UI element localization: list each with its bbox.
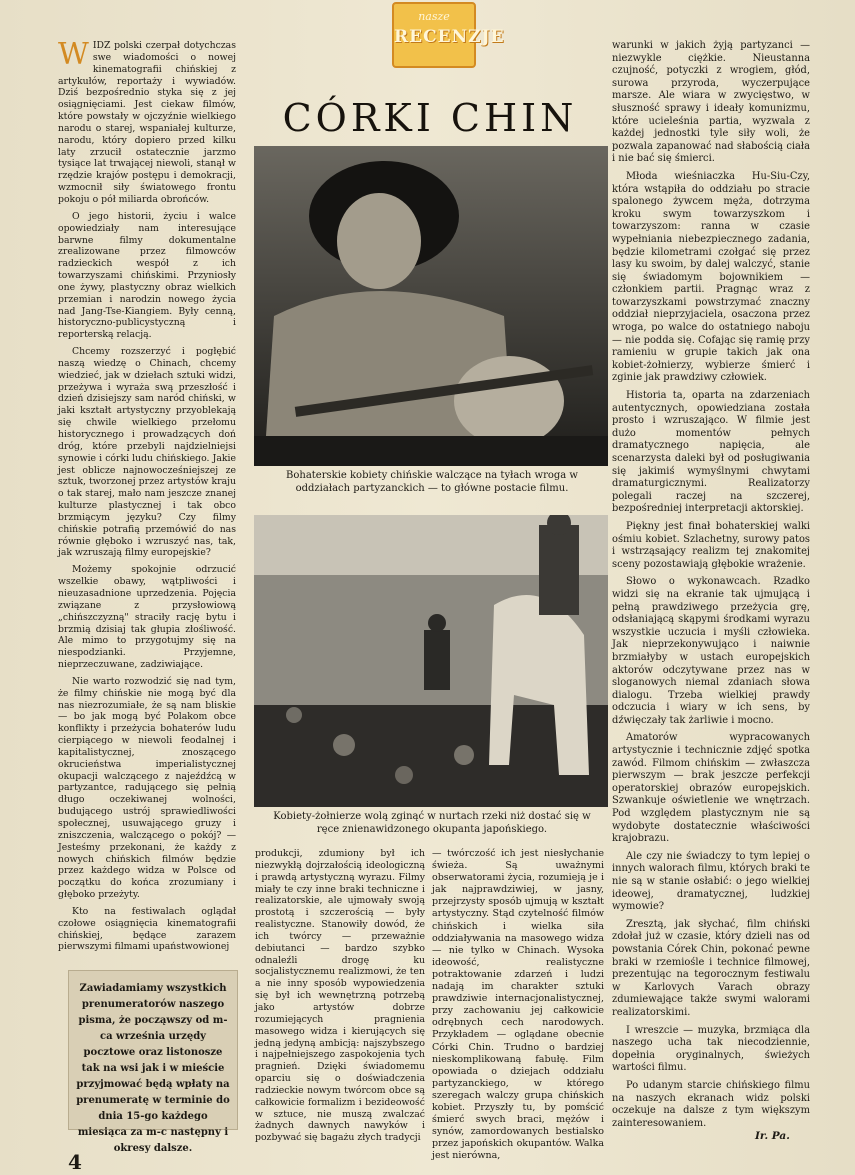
paragraph: Nie warto rozwodzić się nad tym, że filmy chińskie nie mogą być dla nas niezrozumiałe, że są nam bliskie — bo jak mogą być Polakom obce konflikty i przeżycia bohaterów ludu cierpiącego w niewoli feodalnej i kapitalistycznej, znoszącego okrucieństwa imperialistycznej okupacji walczącego z najeźdźcą w partyzantce, radującego się pełnią długo oczekiwanej wolności, budującego ustrój sprawiedliwości społecznej, usuwającego gruzy i zniszczenia, walczącego o pokój? — Jesteśmy przekonani, że każdy z nowych chińskich filmów będzie przez każdego widza w Polsce od początku do końca zrozumiany i głęboko przeżyty.: [58, 675, 236, 901]
column-right: [612, 40, 810, 1135]
photo-women-soldiers: [254, 146, 608, 466]
photo-caption-1: Bohaterskie kobiety chińskie walczące na tyłach wroga w oddziałach partyzanckich — to główne postacie filmu.: [286, 470, 578, 494]
paragraph: I wreszcie — muzyka, brzmiąca dla naszego ucha tak niecodziennie, dopełnia oryginalnych, świeżych wartości filmu.: [612, 1024, 810, 1074]
photo-caption-2: Kobiety-żołnierze wolą zginąć w nurtach rzeki niż dostać się w ręce znienawidzonego okupanta japońskiego.: [273, 811, 591, 835]
paragraph: Amatorów wypracowanych artystycznie i technicznie zdjęć spotka zawód. Filmom chińskim — zwłaszcza pierwszym — brak jeszcze perfekcji operatorskiej obrazów europejskich. Szwankuje oświetlenie we wnętrzach. Pod względem plastycznym nie są wydobyte dostatecznie właściwości krajobrazu.: [612, 732, 810, 845]
paragraph: Zresztą, jak słychać, film chiński zdołał już w czasie, który dzieli nas od powstania Córek Chin, pokonać pewne braki w rzemiośle i technice filmowej, prezentując na tegorocznym festiwalu w Karlovych Varach obrazy zdumiewające także swymi walorami realizatorskimi.: [612, 918, 810, 1018]
paragraph: — twórczość ich jest niesłychanie świeża. Są uważnymi obserwatorami życia, rozumieją je i jak najprawdziwiej, w jasny, przejrzysty sposób ujmują w kształt artystyczny. Stąd czytelność filmów chińskich i wielka siła oddziaływania na masowego widza — nie tylko w Chinach. Wysoka ideowość, realistyczne potraktowanie zdarzeń i ludzi nadają im charakter sztuki prawdziwie internacjonalistycznej, przy zachowaniu jej całkowicie odrębnych cech narodowych. Przykładem — oglądane obecnie Córki Chin. Trudno o bardziej nieskomplikowaną fabułę. Film opowiada o dziejach oddziału partyzanckiego, w którego szeregach walczy grupa chińskich kobiet. Przyszły tu, by pomścić śmierć swych braci, mężów i synów, zamordowanych bestialsko przez japońskich okupantów. Walka jest nierówna,: [432, 848, 604, 1162]
paragraph: Chcemy rozszerzyć i pogłębić naszą wiedzę o Chinach, chcemy wiedzieć, jak w dziełach sztuki widzi, przeżywa i wyraża swą przeszłość i dzień dzisiejszy sam naród chiński, w jaki kształt artystyczny przyoblekają się chwile wielkiego przełomu historycznego i prowadzących doń dróg, które przebyli najdzielniejsi synowie i córki ludu chińskiego. Jakie jest oblicze najnowocześniejszej ze sztuk, tworzonej przez artystów kraju o tak starej, mało nam jeszcze znanej kulturze plastycznej i tak obco brzmiącym języku? Czy filmy chińskie potrafią przemówić do nas równie głęboko i wzruszyć nas, tak, jak wzruszają filmy europejskie?: [58, 346, 236, 559]
paragraph: Młoda wieśniaczka Hu-Siu-Czy, która wstąpiła do oddziału po stracie spalonego żywcem męża, dotrzyma kroku swym towarzyszkom i towarzyszom: ranna w czasie wypełniania niebezpiecznego zadania, będzie kilometrami czołgać się przez lasy ku swoim, by dalej walczyć, stanie się świadomym bojownikiem — członkiem partii. Pragnąc wraz z towarzyszkami powstrzymać znaczny oddział nieprzyjaciela, osaczona przez wroga, po walce do ostatniego naboju — nie podda się. Cofając się ramię przy ramieniu w grupie takich jak ona kobiet-żołnierzy, wybierze śmierć i zginie jak prawdziwy człowiek.: [612, 170, 810, 384]
paragraph: Kto na festiwalach oglądał czołowe osiągnięcia kinematografii chińskiej, będące zarazem pierwszymi filmami upaństwowionej: [58, 905, 236, 953]
page-number: 4: [68, 1150, 82, 1174]
column-center-right: [432, 848, 604, 1167]
photo-image: [254, 515, 608, 807]
photo-river-scene: [254, 515, 608, 807]
paragraph: O jego historii, życiu i walce opowiedziały nam interesujące barwne filmy dokumentalne zrealizowane przez filmowców radzieckich wespół z ich towarzyszami chińskimi. Przyniosły one żywy, plastyczny obraz wielkich przemian i narodzin nowego życia nad Jang-Tse-Kiangiem. Były cenną, historyczno-publicystyczną i reporterską relacją.: [58, 210, 236, 341]
paragraph: Po udanym starcie chińskiego filmu na naszych ekranach widz polski oczekuje na dalsze z tym większym zainteresowaniem.: [612, 1079, 810, 1129]
column-center-left: [255, 848, 425, 1149]
photo-image: [254, 146, 608, 466]
paragraph: Ale czy nie świadczy to tym lepiej o innych walorach filmu, których braki te nie są w stanie osłabić: o jego wielkiej ideowej, dramatycznej, ludzkiej wymowie?: [612, 850, 810, 913]
paragraph: Piękny jest finał bohaterskiej walki ośmiu kobiet. Szlachetny, surowy patos i wstrząsający realizm tej znakomitej sceny pozostawiają głębokie wrażenie.: [612, 520, 810, 570]
paragraph: Słowo o wykonawcach. Rzadko widzi się na ekranie tak ujmującą i pełną prawdziwego przeżycia grę, odsłaniającą skąpymi środkami wyrazu wszystkie uczucia i myśli człowieka. Jak nieprzekonywująco i naiwnie brzmiałyby w ustach europejskich aktorów odczytywane przez nas w sloganowych niemal zdaniach słowa dialogu. Trzeba wielkiej prawdy odczucia i wiary w ich sens, by dźwięczały tak żarliwie i mocno.: [612, 576, 810, 726]
paragraph: warunki w jakich żyją partyzanci — niezwykle ciężkie. Nieustanna czujność, potyczki z wrogiem, głód, surowa przyroda, wyczerpujące marsze. Ale wiara w zwycięstwo, w słuszność sprawy i ideały komunizmu, które ucieleśnia partia, wyzwala z każdej jednostki tyle siły woli, że pozwala zapanować nad słabością ciała i nie bać się śmierci.: [612, 40, 810, 165]
masthead-line1: nasze: [418, 10, 450, 23]
subscription-notice: Zawiadamiamy wszystkich prenumeratorów naszego pisma, że począwszy od m-ca września urzędy pocztowe oraz listonosze tak na wsi jak i w mieście przyjmować będą wpłaty na prenumeratę w terminie do dnia 15-go każdego miesiąca za m-c następny i okresy dalsze.: [68, 970, 238, 1130]
author-signature: Ir. Pa.: [755, 1130, 790, 1142]
article-title: CÓRKI CHIN: [282, 96, 578, 140]
section-masthead: [392, 2, 505, 68]
column-left: [58, 37, 236, 958]
masthead-line2: RECENZJE: [394, 27, 505, 47]
paragraph: WIDZ polski czerpał dotychczas swe wiadomości o nowej kinematografii chińskiej z artykułów, reportaży i wywiadów. Dziś bezpośrednio styka się z jej osiągnięciami. Jest ciekaw filmów, które powstały w ojczyźnie wielkiego narodu o starej, wspaniałej kulturze, narodu, który dopiero przed kilku laty zrzucił ostatecznie jarzmo tysiące lat trwającej niewoli, stanął w rzędzie krajów postępu i demokracji, wzmocnił siły światowego frontu pokoju o pół miliarda obrońców.: [58, 37, 236, 205]
paragraph: produkcji, zdumiony był ich niezwykłą dojrzałością ideologiczną i prawdą artystyczną wyrazu. Filmy miały te czy inne braki techniczne i realizatorskie, ale ujmowały swoją prostotą i szczerością — były realistyczne. Stanowiły dowód, że ich twórcy — przeważnie debiutanci — bardzo szybko odnaleźli drogę ku socjalistycznemu realizmowi, że ten a nie inny sposób wypowiedzenia się był ich wewnętrzną potrzebą jako artystów dobrze rozumiejących pragnienia masowego widza i kierujących się jedną jedyną ambicją: najszybszego i najpełniejszego zaspokojenia tych pragnień. Dzięki świadomemu oparciu się o doświadczenia radzieckie nowym twórcom obce są całkowicie formalizm i bezideowość w sztuce, nie muszą zwalczać żadnych dawnych nawyków i pozbywać się bagażu złych tradycji: [255, 848, 425, 1144]
paragraph: Możemy spokojnie odrzucić wszelkie obawy, wątpliwości i nieuzasadnione uprzedzenia. Pojęcia związane z przysłowiową „chińszczyzną" straciły rację bytu i brzmią dzisiaj tak głupia złośliwość. Ale mimo to przygotujmy się na niespodzianki. Przyjemne, nieprzeczuwane, zadziwiające.: [58, 564, 236, 671]
paragraph: Historia ta, oparta na zdarzeniach autentycznych, opowiedziana została prosto i wzruszająco. W filmie jest dużo momentów pełnych dramatycznego napięcia, ale scenarzysta daleki był od posługiwania się jakimiś wymyślnymi chwytami dramaturgicznymi. Realizatorzy polegali raczej na szczerej, bezpośredniej interpretacji aktorskiej.: [612, 390, 810, 515]
drop-cap: W: [58, 37, 89, 72]
